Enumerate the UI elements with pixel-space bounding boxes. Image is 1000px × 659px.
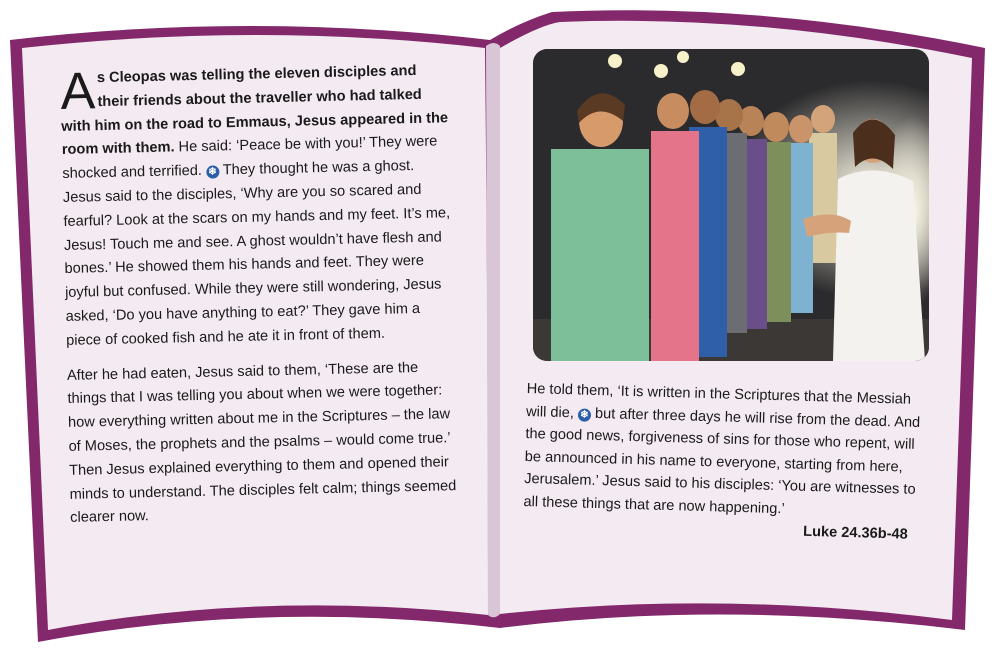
paragraph-2: After he had eaten, Jesus said to them, ‘These are the things that I was telling you about when we were together: how everything written about me in the Scriptures – the law of Moses, the prophets and the psalms – would come true.’ Then Jesus explained everything to them and opened their minds to understand. The disciples felt calm; things seemed clearer now. [66,359,457,527]
snowflake-marker-icon: ❄ [578,408,591,421]
paragraph-1-text-a: He said: ‘Peace be with you!’ They were shocked and terrified. [62,133,438,183]
paragraph-1 [60,59,454,353]
drop-cap: A [59,62,96,121]
right-text-a: He told them, ‘It is written in the Scriptures that the Messiah will die, [525,380,912,421]
bold-lead-text: s Cleopas was telling the eleven disciples and their friends about the traveller who had talked with him on the road to Emmaus, Jesus appeared in the room with them. [61,62,449,159]
jesus-appears-illustration [533,49,929,361]
right-paragraph [523,378,932,524]
left-page-text [60,59,458,531]
right-text-b: but after three days he will rise from the dead. And the good news, forgiveness of sins for those who repent, will be announced in his name to everyone, starting from here, Jerusalem.’ Jesus said to his disciples: ‘You are witnesses to all these things that are now happening.’ [523,405,921,517]
book-spine [486,43,500,617]
paragraph-1-text-b: They thought he was a ghost. Jesus said to the disciples, ‘Why are you so scared and fearful? Look at the scars on my hands and my feet. It’s me, Jesus! Touch me and see. A ghost wouldn’t have flesh and bones.’ He showed them his hands and feet. They were joyful but confused. While they were still wondering, Jesus asked, ‘Do you have anything to eat?’ They gave him a piece of cooked fish and he ate it in front of them. [62,158,451,349]
bible-reference: Luke 24.36b-48 [802,523,908,543]
snowflake-marker-icon: ❄ [206,166,219,179]
right-page-text [523,378,932,547]
